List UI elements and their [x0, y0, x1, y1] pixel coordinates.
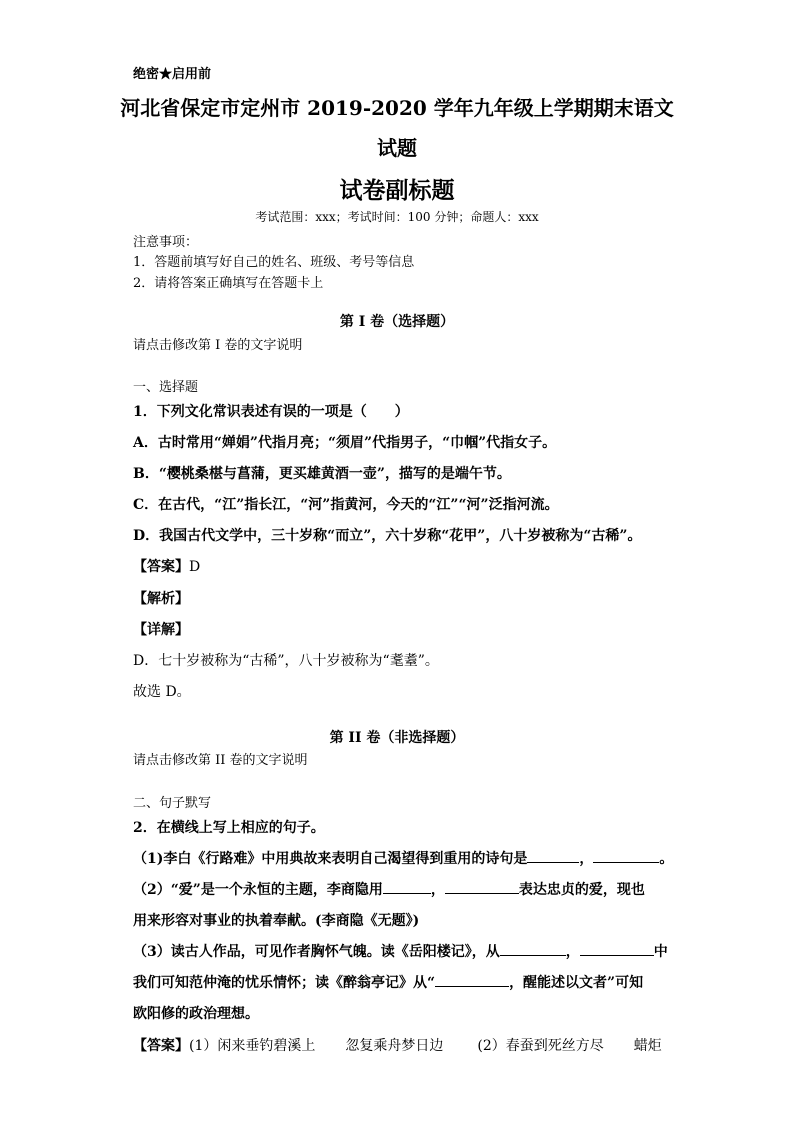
q2-item-3	[133, 941, 668, 961]
q2-item-2-cont: 用来形容对事业的执着奉献。(李商隐《无题》)	[133, 913, 420, 929]
secret-label: 绝密★启用前	[133, 67, 212, 82]
answer-value: D	[189, 559, 201, 575]
answer-part-4: 蜡炬	[633, 1038, 662, 1054]
q1-conclusion: 故选 D。	[133, 684, 191, 700]
blank-line	[500, 941, 566, 956]
section-2-heading: 二、句子默写	[133, 796, 212, 811]
q2-item-3-text-d: ，醒能述以文者”可知	[509, 975, 644, 991]
punct: ，	[579, 851, 594, 867]
q2-item-2-text-b: 表达忠贞的爱，现也	[518, 882, 645, 898]
blank-line	[383, 879, 431, 894]
punct: 。	[659, 851, 674, 867]
blank-line	[580, 941, 654, 956]
subtitle: 试卷副标题	[339, 177, 455, 204]
title-line-2: 试题	[377, 136, 417, 160]
q2-item-3-end: 欧阳修的政治理想。	[133, 1006, 259, 1022]
q2-item-3-cont	[133, 972, 643, 992]
section-1-heading: 一、选择题	[133, 380, 199, 395]
notice-item-1: 1．答题前填写好自己的姓名、班级、考号等信息	[133, 255, 415, 270]
blank-line	[445, 879, 519, 894]
answer-part-1: (1）闲来垂钓碧溪上	[189, 1038, 316, 1054]
q1-option-d: D．我国古代文学中，三十岁称“而立”，六十岁称“花甲”，八十岁被称为“古稀”。	[133, 528, 642, 544]
q1-option-c: C．在古代，“江”指长江，“河”指黄河，今天的“江”“河”泛指河流。	[133, 497, 559, 513]
q2-stem: 2．在横线上写上相应的句子。	[133, 820, 325, 836]
volume-1-title: 第 I 卷（选择题）	[339, 314, 455, 330]
q2-item-2-text-a: （2）“爱”是一个永恒的主题，李商隐用	[133, 882, 383, 898]
notice-heading: 注意事项：	[133, 235, 199, 250]
q1-explanation: D．七十岁被称为“古稀”，八十岁被称为“耄耋”。	[133, 653, 439, 669]
title-line-1: 河北省保定市定州市 2019-2020 学年九年级上学期期末语文	[120, 96, 674, 120]
q2-item-1	[133, 848, 673, 868]
notice-item-2: 2．请将答案正确填写在答题卡上	[133, 276, 324, 291]
q2-item-1-text: （1)李白《行路难》中用典故来表明自己渴望得到重用的诗句是	[133, 851, 528, 867]
punct: ，	[565, 944, 580, 960]
q2-item-3-text-c: 我们可知范仲淹的忧乐情怀；读《醉翁亭记》从“	[133, 975, 436, 991]
q1-stem: 1．下列文化常识表述有误的一项是（ ）	[133, 404, 409, 420]
answer-part-2: 忽复乘舟梦日边	[345, 1038, 444, 1054]
volume-2-title: 第 II 卷（非选择题）	[329, 730, 465, 746]
punct: ，	[430, 882, 445, 898]
answer-part-3: (2）春蚕到死丝方尽	[477, 1038, 604, 1054]
q2-item-2	[133, 879, 645, 899]
q1-option-a: A．古时常用“婵娟”代指月亮；“须眉”代指男子，“巾帼”代指女子。	[133, 435, 557, 451]
q1-answer	[133, 556, 200, 576]
q1-analysis-label: 【解析】	[133, 591, 189, 607]
exam-meta: 考试范围：xxx；考试时间：100 分钟；命题人：xxx	[255, 210, 539, 224]
volume-2-desc: 请点击修改第 II 卷的文字说明	[133, 753, 308, 768]
blank-line	[527, 848, 579, 863]
q2-answer	[133, 1035, 662, 1055]
q2-item-3-text-b: 中	[653, 944, 668, 960]
q2-item-3-text-a: （3）读古人作品，可见作者胸怀气魄。读《岳阳楼记》，从	[133, 944, 500, 960]
answer-label: 【答案】	[133, 559, 189, 575]
answer-label: 【答案】	[133, 1038, 189, 1054]
blank-line	[435, 972, 509, 987]
blank-line	[593, 848, 659, 863]
volume-1-desc: 请点击修改第 I 卷的文字说明	[133, 338, 303, 353]
q1-option-b: B．“樱桃桑椹与菖蒲，更买雄黄酒一壶”，描写的是端午节。	[133, 466, 511, 482]
q1-detail-label: 【详解】	[133, 622, 189, 638]
